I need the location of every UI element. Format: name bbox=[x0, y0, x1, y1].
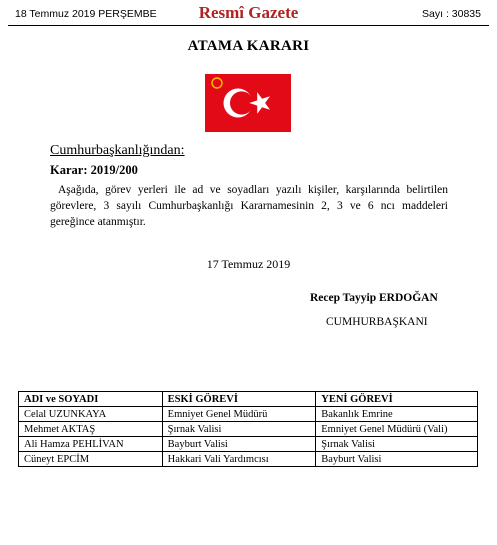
cell-name: Mehmet AKTAŞ bbox=[19, 422, 163, 437]
cell-name: Cüneyt EPCİM bbox=[19, 452, 163, 467]
decision-number: Karar: 2019/200 bbox=[50, 163, 138, 177]
cell-new-post: Bakanlık Emrine bbox=[316, 407, 478, 422]
issue-number: Sayı : 30835 bbox=[422, 8, 481, 20]
table-row bbox=[19, 437, 478, 452]
decision-date: 17 Temmuz 2019 bbox=[206, 257, 291, 271]
cell-name: Celal UZUNKAYA bbox=[19, 407, 163, 422]
appointments-table bbox=[18, 391, 478, 467]
table-row bbox=[19, 407, 478, 422]
table-row bbox=[19, 452, 478, 467]
header-new-post: YENİ GÖREVİ bbox=[316, 392, 478, 407]
gazette-title: Resmî Gazete bbox=[198, 3, 299, 22]
header-old-post: ESKİ GÖREVİ bbox=[162, 392, 316, 407]
turkish-flag bbox=[205, 74, 291, 132]
signatory-title: CUMHURBAŞKANI bbox=[326, 316, 428, 328]
decision-body: Aşağıda, görev yerleri ile ad ve soyadları yazılı kişiler, karşılarında belirtilen görevlere, 3 sayılı Cumhurbaşkanlığı Kararnamesinin 2, 3 ve 6 ncı maddeleri gereğince atanmıştır. bbox=[50, 184, 448, 228]
signatory-name: Recep Tayyip ERDOĞAN bbox=[310, 292, 438, 304]
cell-old-post: Hakkari Vali Yardımcısı bbox=[162, 452, 316, 467]
cell-new-post: Şırnak Valisi bbox=[316, 437, 478, 452]
cell-old-post: Şırnak Valisi bbox=[162, 422, 316, 437]
cell-name: Ali Hamza PEHLİVAN bbox=[19, 437, 163, 452]
table-row bbox=[19, 422, 478, 437]
gazette-header bbox=[0, 0, 497, 24]
cell-new-post: Emniyet Genel Müdürü (Vali) bbox=[316, 422, 478, 437]
cell-old-post: Emniyet Genel Müdürü bbox=[162, 407, 316, 422]
cell-new-post: Bayburt Valisi bbox=[316, 452, 478, 467]
table-header-row bbox=[19, 392, 478, 407]
header-date: 18 Temmuz 2019 PERŞEMBE bbox=[15, 8, 157, 20]
header-divider bbox=[8, 25, 489, 26]
document-title: ATAMA KARARI bbox=[187, 38, 310, 54]
cell-old-post: Bayburt Valisi bbox=[162, 437, 316, 452]
header-name: ADI ve SOYADI bbox=[19, 392, 163, 407]
issuer-heading: Cumhurbaşkanlığından: bbox=[50, 143, 185, 158]
